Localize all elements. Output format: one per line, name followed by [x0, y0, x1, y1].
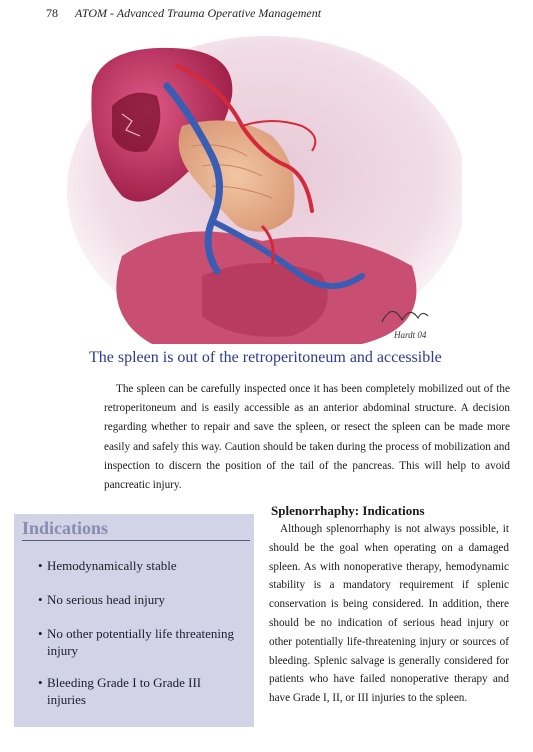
indication-item: • No serious head injury [38, 592, 166, 607]
section-body: Although splenorrhaphy is not always possible, it should be the goal when operating on a damaged spleen. As with nonoperative therapy, hemodynamic stability is a mandatory requirement if splenic conservation is being considered. In addition, there should be no indication of serious head injury or other potentially life-threatening injury or sources of bleeding. Splenic salvage is generally considered for patients who have failed nonoperative therapy and have Grade I, II, or III injuries to the spleen. [269, 523, 509, 705]
bullet-icon: • [38, 558, 43, 573]
signature: Hardt 04 [394, 330, 427, 340]
indications-box [14, 514, 254, 727]
indications-divider [22, 540, 250, 541]
bullet-icon: • [38, 626, 43, 641]
figure-caption: The spleen is out of the retroperitoneum and accessible [89, 349, 442, 366]
spleen-illustration [62, 26, 462, 344]
indication-item: • Bleeding Grade I to Grade III injuries [38, 675, 202, 707]
page-number: 78 [46, 6, 58, 20]
intro-paragraph: The spleen can be carefully inspected once it has been completely mobilized out of the retroperitoneum and is easily accessible as an anterior abdominal structure. A decision regarding whether to repair and save the spleen, or resect the spleen can be made more easily and safely this way. Caution should be taken during the process of mobilization and inspection to discern the position of the tail of the pancreas. This will help to avoid pancreatic injury. [104, 383, 510, 492]
bullet-icon: • [38, 592, 43, 607]
indications-title: Indications [22, 518, 109, 538]
running-header [46, 6, 321, 21]
indication-item: • No other potentially life threatening injury [38, 626, 234, 658]
bullet-icon: • [38, 675, 43, 690]
indication-item: • Hemodynamically stable [38, 558, 177, 573]
section-heading: Splenorrhaphy: Indications [271, 503, 425, 518]
running-title: ATOM - Advanced Trauma Operative Management [75, 6, 322, 20]
spleen-anatomy-drawing [62, 26, 462, 344]
